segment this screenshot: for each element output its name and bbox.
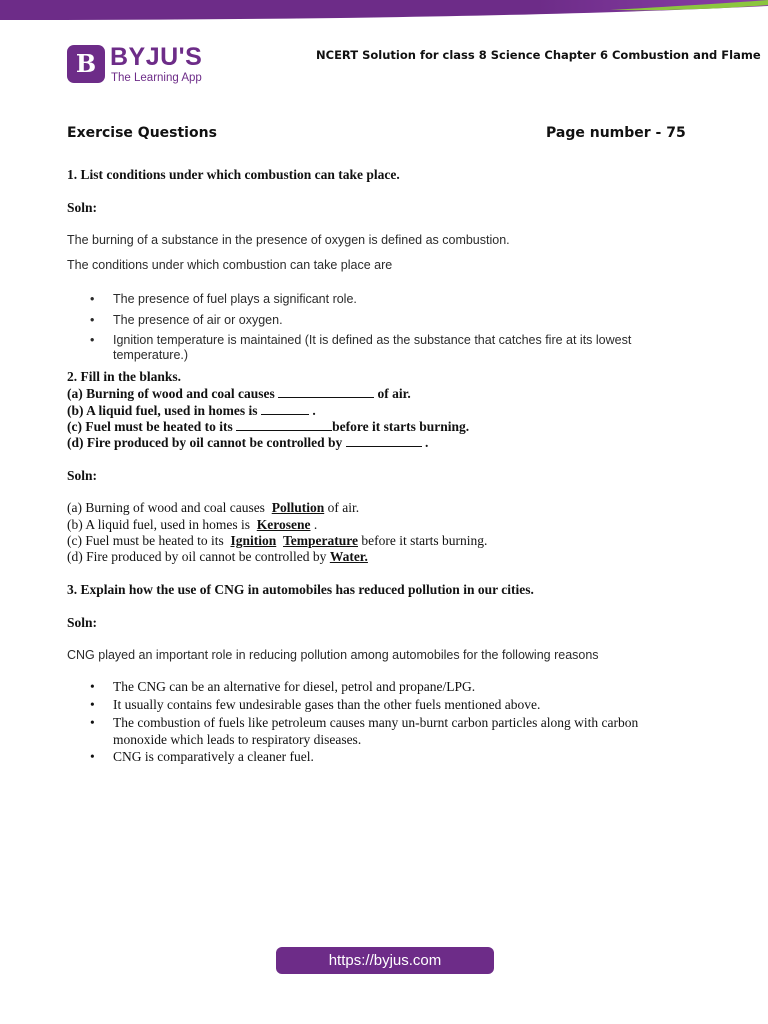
top-decorative-band — [0, 0, 768, 24]
q1-paragraph-2: The conditions under which combustion can take place are — [67, 258, 393, 272]
byjus-logo — [67, 45, 227, 89]
q2-blank-d: (d) Fire produced by oil cannot be controlled by . — [67, 435, 429, 450]
footer-url-link[interactable]: https://byjus.com — [276, 947, 494, 974]
q1-paragraph-1: The burning of a substance in the presence of oxygen is defined as combustion. — [67, 233, 510, 247]
q2-soln-label: Soln: — [67, 468, 98, 483]
answer-pollution: Pollution — [271, 500, 325, 515]
q3-soln-label: Soln: — [67, 615, 98, 630]
q1-soln-label: Soln: — [67, 200, 98, 215]
logo-tagline: The Learning App — [111, 72, 202, 84]
document-title: NCERT Solution for class 8 Science Chapter 6 Combustion and Flame — [316, 48, 761, 62]
q2-answer-c: (c) Fuel must be heated to its Ignition Temperature before it starts burning. — [67, 533, 488, 548]
q2-answer-d: (d) Fire produced by oil cannot be controlled by Water. — [67, 549, 368, 564]
q2-answer-a: (a) Burning of wood and coal causes Pollution of air. — [67, 500, 360, 515]
q2-blank-a: (a) Burning of wood and coal causes of air. — [67, 386, 411, 401]
q1-bullet-3: • Ignition temperature is maintained (It is defined as the substance that catches fire at its lowest temperature.) — [113, 333, 673, 363]
answer-temperature: Temperature — [283, 533, 358, 548]
logo-name: BYJU'S — [110, 43, 203, 71]
section-heading: Exercise Questions — [67, 125, 217, 141]
q3-bullet-1: • The CNG can be an alternative for diesel, petrol and propane/LPG. — [113, 679, 673, 695]
q3-bullet-3: • The combustion of fuels like petroleum causes many un-burnt carbon particles along with carbon monoxide which leads to respiratory diseases. — [113, 714, 658, 748]
answer-water: Water. — [329, 549, 368, 564]
q3-intro: CNG played an important role in reducing pollution among automobiles for the following reasons — [67, 648, 599, 662]
q1-bullet-1: • The presence of fuel plays a significant role. — [113, 292, 673, 306]
q2-blank-c: (c) Fuel must be heated to its before it starts burning. — [67, 419, 470, 434]
answer-ignition: Ignition — [230, 533, 277, 548]
logo-mark: B — [67, 45, 105, 83]
question-1: 1. List conditions under which combustion can take place. — [67, 167, 400, 182]
q3-bullet-2: • It usually contains few undesirable gases than the other fuels mentioned above. — [113, 697, 673, 713]
q2-answer-b: (b) A liquid fuel, used in homes is Kerosene . — [67, 517, 318, 532]
q1-bullet-2: • The presence of air or oxygen. — [113, 313, 673, 327]
page-number: Page number - 75 — [546, 125, 686, 141]
question-3: 3. Explain how the use of CNG in automobiles has reduced pollution in our cities. — [67, 582, 534, 597]
q3-bullet-4: • CNG is comparatively a cleaner fuel. — [113, 749, 673, 765]
question-2: 2. Fill in the blanks. — [67, 369, 182, 384]
answer-kerosene: Kerosene — [256, 517, 311, 532]
q2-blank-b: (b) A liquid fuel, used in homes is . — [67, 403, 316, 418]
